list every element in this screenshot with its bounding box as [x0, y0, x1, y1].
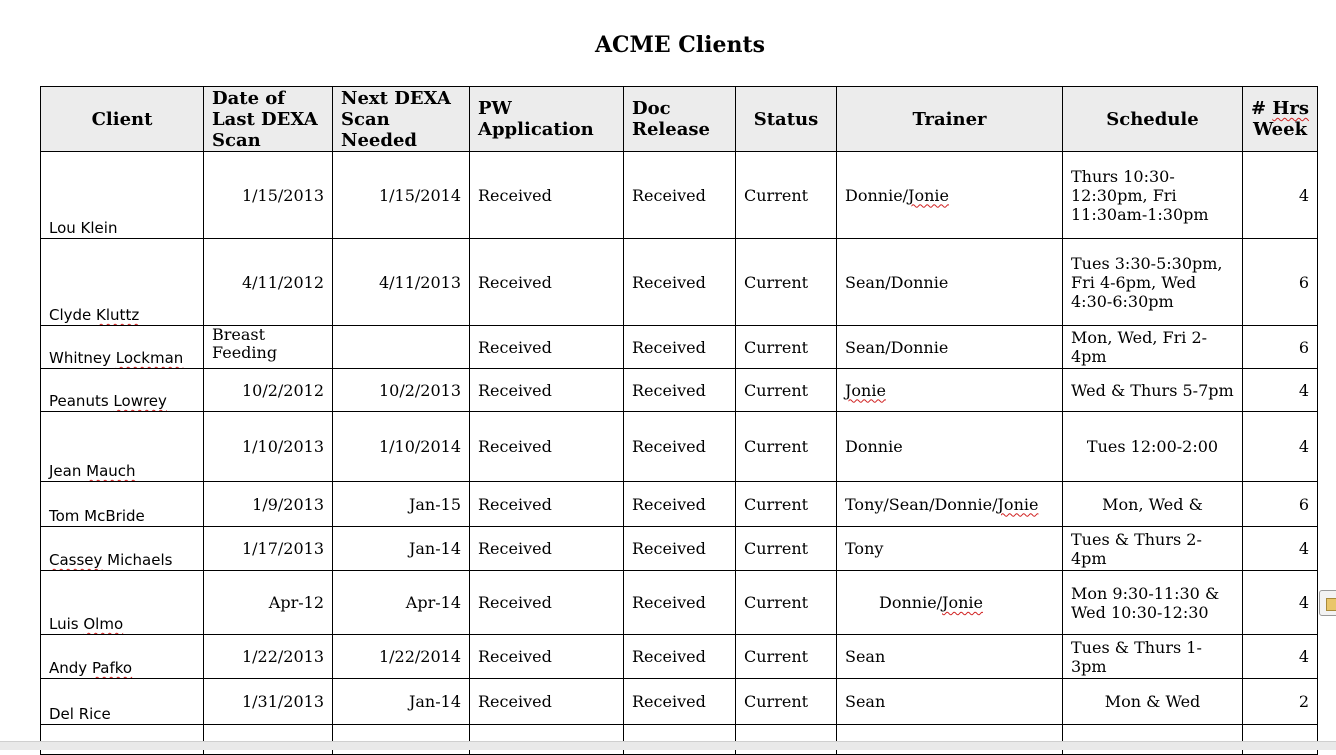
cell-trainer [837, 482, 1063, 527]
schedule-line: 4:30-6:30pm [1071, 291, 1174, 311]
cell-trainer [837, 571, 1063, 635]
table-row [41, 326, 1318, 369]
cell-schedule [1063, 482, 1243, 527]
trainer-name: Tony/Sean/Donnie/ [845, 494, 998, 514]
trainer-name-flagged: Jonie [845, 380, 886, 400]
schedule-line: Mon, Wed, Fri 2- [1071, 328, 1208, 347]
client-first-name: Andy [49, 659, 92, 677]
client-last-name: Michaels [102, 551, 173, 569]
cell-empty [736, 725, 837, 755]
cell-client [41, 369, 204, 412]
cell-hrs: 4 [1243, 369, 1318, 412]
cell-trainer: Tony [837, 527, 1063, 571]
schedule-line: Wed & Thurs 5-7pm [1071, 380, 1234, 400]
cell-status: Current [736, 527, 837, 571]
client-last-name: Pafko [91, 659, 133, 677]
cell-empty [470, 725, 624, 755]
schedule-line: 11:30am-1:30pm [1071, 204, 1209, 224]
cell-doc-release: Received [624, 152, 736, 239]
header-hrs-prefix: # [1251, 98, 1273, 119]
cell-trainer: Sean [837, 635, 1063, 679]
client-last-name: Mauch [86, 462, 136, 480]
cell-trainer: Sean/Donnie [837, 326, 1063, 369]
cell-schedule [1063, 527, 1243, 571]
header-line: Scan [341, 108, 390, 130]
cell-next-dexa: Jan-14 [333, 527, 470, 571]
cell-pw-application: Received [470, 482, 624, 527]
table-row [41, 239, 1318, 326]
header-line: Needed [341, 129, 417, 151]
cell-client [41, 527, 204, 571]
trainer-name: Donnie/ [879, 593, 943, 612]
cell-doc-release: Received [624, 635, 736, 679]
cell-client [41, 152, 204, 239]
cell-client [41, 412, 204, 482]
col-header-next-dexa [333, 87, 470, 152]
cell-hrs: 4 [1243, 152, 1318, 239]
schedule-line: Tues & Thurs 1-3pm [1071, 637, 1202, 676]
client-first-name: Luis [49, 615, 84, 633]
cell-pw-application: Received [470, 635, 624, 679]
cell-next-dexa: 1/22/2014 [333, 635, 470, 679]
cell-pw-application: Received [470, 571, 624, 635]
cell-status: Current [736, 369, 837, 412]
cell-hrs: 6 [1243, 482, 1318, 527]
trainer-name: Donnie/ [845, 185, 909, 205]
header-row [41, 87, 1318, 152]
cell-hrs: 4 [1243, 571, 1318, 635]
client-first-name: Jean [49, 462, 87, 480]
table-row [41, 412, 1318, 482]
cell-last-dexa: 1/22/2013 [204, 635, 333, 679]
header-line: Date of [212, 87, 286, 109]
cell-last-dexa: 1/17/2013 [204, 527, 333, 571]
cell-pw-application: Received [470, 152, 624, 239]
cell-doc-release: Received [624, 326, 736, 369]
cell-doc-release: Received [624, 369, 736, 412]
header-line: Last DEXA [212, 108, 318, 130]
cell-client [41, 679, 204, 725]
cell-schedule [1063, 679, 1243, 725]
schedule-line: Mon, Wed & [1102, 494, 1203, 514]
cell-hrs: 4 [1243, 527, 1318, 571]
schedule-line: Mon & Wed [1104, 692, 1201, 711]
cell-empty [41, 725, 204, 755]
cell-next-dexa: 10/2/2013 [333, 369, 470, 412]
table-row [41, 482, 1318, 527]
client-first-name: Whitney [49, 349, 116, 367]
cell-trainer: Sean/Donnie [837, 239, 1063, 326]
table-row [41, 527, 1318, 571]
col-header-status: Status [736, 87, 837, 152]
header-line: Doc [632, 98, 671, 119]
schedule-line: Tues 3:30-5:30pm, [1071, 253, 1223, 273]
col-header-pw-application [470, 87, 624, 152]
table-row [41, 369, 1318, 412]
cell-trainer: Donnie [837, 412, 1063, 482]
table-row [41, 571, 1318, 635]
table-row [41, 635, 1318, 679]
header-line: Scan [212, 129, 261, 151]
cell-last-dexa: 1/10/2013 [204, 412, 333, 482]
cell-last-dexa: 4/11/2012 [204, 239, 333, 326]
client-last-name: Lockman [115, 349, 184, 367]
cell-trainer: Sean [837, 679, 1063, 725]
cell-pw-application: Received [470, 369, 624, 412]
cell-status: Current [736, 482, 837, 527]
trainer-name-flagged: Jonie [942, 593, 983, 612]
header-line: Next DEXA [341, 87, 451, 109]
cell-next-dexa: Jan-14 [333, 679, 470, 725]
cell-status: Current [736, 326, 837, 369]
table-row [41, 679, 1318, 725]
header-line: Release [632, 119, 710, 140]
cell-last-dexa [204, 326, 333, 369]
dexa-note-line: Breast [212, 325, 266, 344]
cell-client [41, 571, 204, 635]
cell-trainer [837, 369, 1063, 412]
cell-hrs: 2 [1243, 679, 1318, 725]
cell-schedule [1063, 369, 1243, 412]
cell-last-dexa: 1/9/2013 [204, 482, 333, 527]
table-row [41, 152, 1318, 239]
cell-status: Current [736, 635, 837, 679]
cell-schedule [1063, 571, 1243, 635]
schedule-line: Fri 4-6pm, Wed [1071, 272, 1197, 292]
cell-pw-application: Received [470, 527, 624, 571]
cell-next-dexa [333, 326, 470, 369]
cell-hrs: 4 [1243, 412, 1318, 482]
cell-status: Current [736, 412, 837, 482]
col-header-client: Client [41, 87, 204, 152]
client-name: Lou Klein [49, 219, 118, 237]
cell-last-dexa: Apr-12 [204, 571, 333, 635]
cell-empty [837, 725, 1063, 755]
cell-pw-application: Received [470, 679, 624, 725]
cell-pw-application: Received [470, 412, 624, 482]
col-header-last-dexa [204, 87, 333, 152]
client-first-name: Peanuts [49, 392, 114, 410]
schedule-line: Mon 9:30-11:30 & [1071, 583, 1220, 603]
col-header-schedule: Schedule [1063, 87, 1243, 152]
header-line [1251, 98, 1309, 119]
schedule-line: 4pm [1071, 347, 1107, 366]
cell-next-dexa: 1/10/2014 [333, 412, 470, 482]
cell-hrs: 6 [1243, 239, 1318, 326]
cell-last-dexa: 1/15/2013 [204, 152, 333, 239]
cell-empty [1243, 725, 1318, 755]
client-name: Del Rice [49, 705, 111, 723]
cell-next-dexa: 4/11/2013 [333, 239, 470, 326]
cell-doc-release: Received [624, 412, 736, 482]
client-last-name: Lowrey [113, 392, 167, 410]
client-name: Tom McBride [49, 507, 145, 525]
schedule-line: Tues & Thurs 2-4pm [1071, 529, 1202, 568]
col-header-trainer: Trainer [837, 87, 1063, 152]
trainer-name-flagged: Jonie [908, 185, 949, 205]
header-line: Application [478, 119, 594, 140]
trainer-name-flagged: Jonie [997, 494, 1039, 514]
cell-doc-release: Received [624, 239, 736, 326]
cell-status: Current [736, 239, 837, 326]
cell-doc-release: Received [624, 527, 736, 571]
cell-empty [1063, 725, 1243, 755]
cell-hrs: 6 [1243, 326, 1318, 369]
schedule-line: Wed 10:30-12:30 [1071, 602, 1209, 622]
cell-next-dexa: Jan-15 [333, 482, 470, 527]
client-first-name: Clyde [49, 306, 97, 324]
header-line: PW [478, 98, 512, 119]
cell-status: Current [736, 679, 837, 725]
header-hrs-word: Hrs [1272, 98, 1309, 119]
header-line: Week [1252, 119, 1308, 140]
cell-client [41, 635, 204, 679]
cell-trainer [837, 152, 1063, 239]
schedule-line: Tues 12:00-2:00 [1086, 437, 1219, 456]
cell-client [41, 239, 204, 326]
client-last-name: Olmo [83, 615, 124, 633]
cell-doc-release: Received [624, 679, 736, 725]
clients-table [40, 86, 1318, 755]
paste-options-icon[interactable] [1319, 590, 1336, 616]
cell-empty [624, 725, 736, 755]
cell-status: Current [736, 571, 837, 635]
cell-next-dexa: Apr-14 [333, 571, 470, 635]
cell-client [41, 482, 204, 527]
cell-pw-application: Received [470, 326, 624, 369]
cell-schedule [1063, 239, 1243, 326]
cell-last-dexa: 10/2/2012 [204, 369, 333, 412]
cell-next-dexa: 1/15/2014 [333, 152, 470, 239]
table-row-partial [41, 725, 1318, 755]
cell-doc-release: Received [624, 482, 736, 527]
dexa-note-line: Feeding [212, 343, 278, 362]
cell-empty [333, 725, 470, 755]
cell-doc-release: Received [624, 571, 736, 635]
cell-empty [204, 725, 333, 755]
schedule-line: Thurs 10:30- [1071, 166, 1175, 186]
page-title: ACME Clients [594, 32, 766, 58]
cell-client [41, 326, 204, 369]
schedule-line: 12:30pm, Fri [1071, 185, 1177, 205]
cell-hrs: 4 [1243, 635, 1318, 679]
client-first-name: Cassey [49, 551, 103, 569]
col-header-hrs-week [1243, 87, 1318, 152]
cell-status: Current [736, 152, 837, 239]
cell-schedule [1063, 412, 1243, 482]
client-last-name: Kluttz [96, 306, 140, 324]
cell-pw-application: Received [470, 239, 624, 326]
cell-last-dexa: 1/31/2013 [204, 679, 333, 725]
cell-schedule [1063, 635, 1243, 679]
cell-schedule [1063, 326, 1243, 369]
col-header-doc-release [624, 87, 736, 152]
cell-schedule [1063, 152, 1243, 239]
